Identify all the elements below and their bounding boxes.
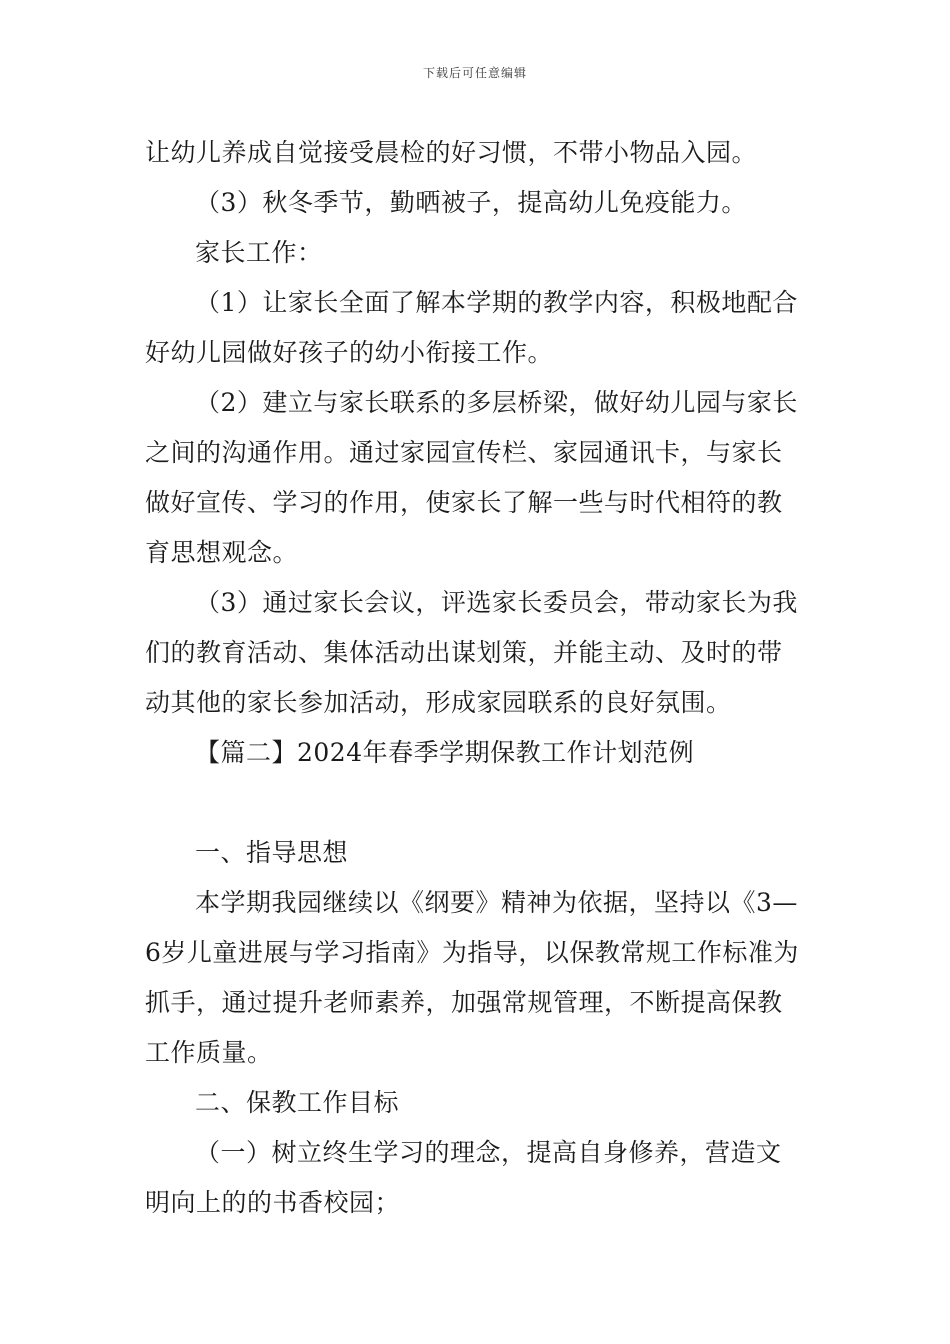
paragraph-line: 明向上的的书香校园；	[145, 1188, 401, 1217]
paragraph-line: 工作质量。	[145, 1038, 273, 1067]
page-header: 下载后可任意编辑	[422, 66, 527, 80]
paragraph-line: 之间的沟通作用。通过家园宣传栏、家园通讯卡，与家长	[145, 438, 783, 467]
paragraph-line: 让幼儿养成自觉接受晨检的好习惯，不带小物品入园。	[145, 138, 758, 167]
paragraph-line: （3）通过家长会议，评选家长委员会，带动家长为我	[195, 588, 798, 617]
section-heading: 家长工作：	[195, 238, 323, 267]
paragraph-line: （一）树立终生学习的理念，提高自身修养，营造文	[195, 1138, 782, 1167]
document-body	[145, 128, 810, 1228]
paragraph-line: 本学期我园继续以《纲要》精神为依据，坚持以《3—	[195, 888, 798, 917]
paragraph-line: 做好宣传、学习的作用，使家长了解一些与时代相符的教	[145, 488, 783, 517]
paragraph-line: 好幼儿园做好孩子的幼小衔接工作。	[145, 338, 554, 367]
paragraph-line: （3）秋冬季节，勤晒被子，提高幼儿免疫能力。	[195, 188, 747, 217]
paragraph-line: 6岁儿童进展与学习指南》为指导，以保教常规工作标准为	[145, 938, 799, 967]
section-heading: 二、保教工作目标	[195, 1088, 400, 1117]
paragraph-line: 们的教育活动、集体活动出谋划策，并能主动、及时的带	[145, 638, 783, 667]
paragraph-line: 动其他的家长参加活动，形成家园联系的良好氛围。	[145, 688, 732, 717]
paragraph-line: （1）让家长全面了解本学期的教学内容，积极地配合	[195, 288, 798, 317]
article-title: 【篇二】2024年春季学期保教工作计划范例	[195, 738, 695, 767]
blank-line	[145, 778, 810, 828]
paragraph-line: 育思想观念。	[145, 538, 299, 567]
paragraph-line: 抓手，通过提升老师素养，加强常规管理，不断提高保教	[145, 988, 783, 1017]
section-heading: 一、指导思想	[195, 838, 349, 867]
paragraph-line: （2）建立与家长联系的多层桥梁，做好幼儿园与家长	[195, 388, 798, 417]
